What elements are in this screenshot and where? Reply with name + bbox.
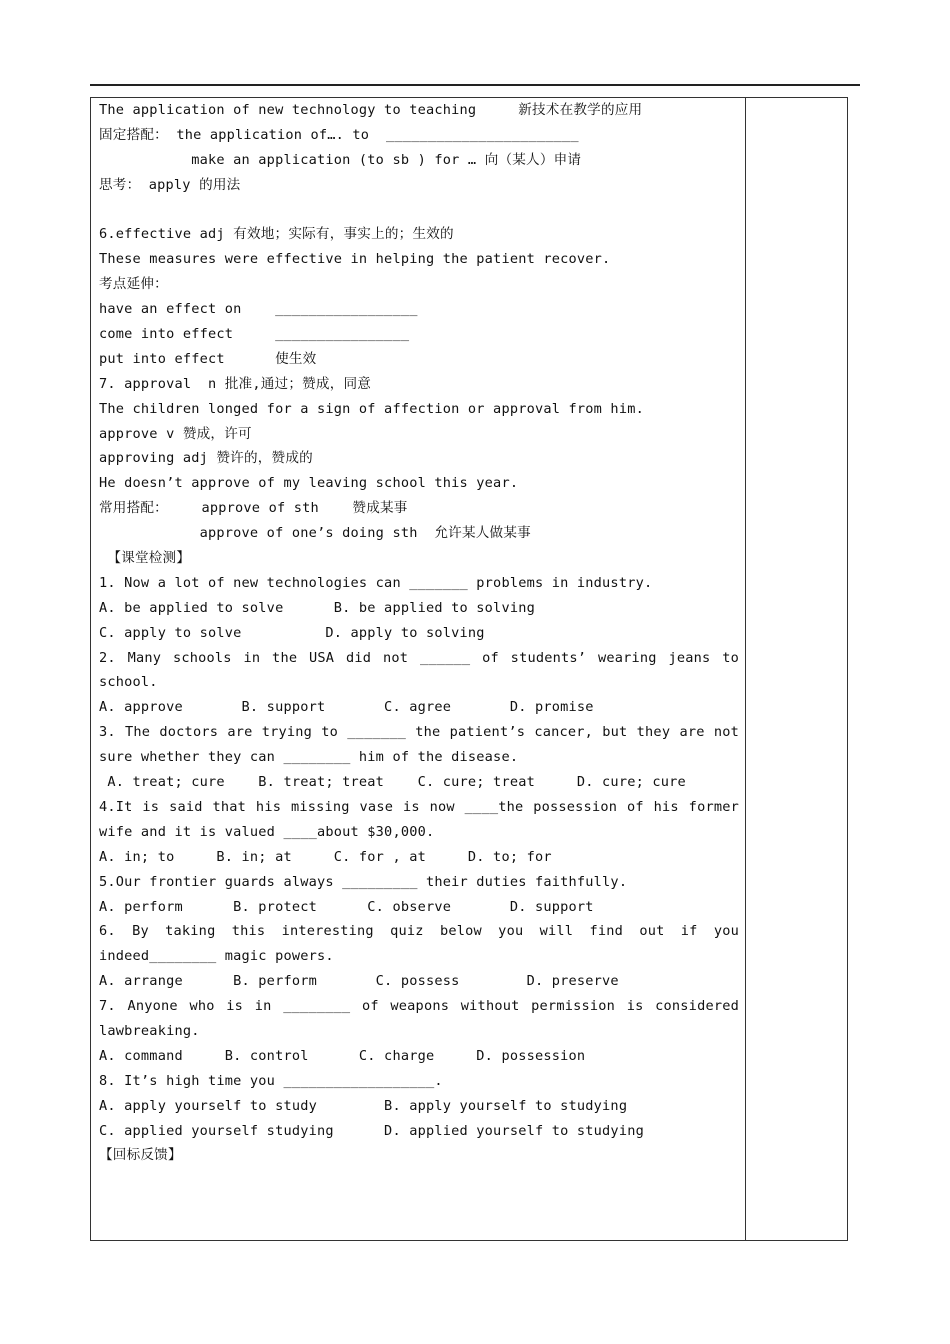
question-line: sure whether they can ________ him of the disease. (99, 749, 519, 766)
text-line: These measures were effective in helping the patient recover. (99, 251, 611, 268)
text-line: come into effect ________________ (99, 326, 410, 343)
text-line: 6.effective adj 有效地；实际有，事实上的；生效的 (99, 226, 454, 243)
text-line: 常用搭配： approve of sth 赞成某事 (99, 500, 408, 517)
option-line: C. applied yourself studying D. applied yourself to studying (99, 1122, 644, 1139)
option-line: A. treat; cure B. treat; treat C. cure; treat D. cure; cure (99, 774, 686, 791)
question-line: school. (99, 674, 158, 691)
text-line: The children longed for a sign of affection or approval from him. (99, 400, 644, 417)
question-line: 5.Our frontier guards always _________ their duties faithfully. (99, 873, 628, 890)
text-line: The application of new technology to teaching 新技术在教学的应用 (99, 102, 643, 118)
option-line: A. perform B. protect C. observe D. support (99, 898, 594, 915)
question-line: 3. The doctors are trying to _______ the patient’s cancer, but they are not (99, 724, 739, 741)
text-line: 固定搭配： the application of…. to _______________________ (99, 126, 579, 143)
text-line: have an effect on _________________ (99, 301, 418, 318)
question-line: 1. Now a lot of new technologies can _______ problems in industry. (99, 574, 653, 591)
option-line: A. approve B. support C. agree D. promise (99, 699, 594, 716)
question-line: 4.It is said that his missing vase is now ____the possession of his former (99, 798, 739, 815)
option-line: A. command B. control C. charge D. possession (99, 1047, 586, 1064)
question-line: wife and it is valued ____about $30,000. (99, 823, 435, 840)
text-line: approve v 赞成，许可 (99, 425, 252, 442)
blank-line (99, 198, 739, 223)
text-line: approving adj 赞许的，赞成的 (99, 450, 313, 467)
question-line: indeed________ magic powers. (99, 948, 334, 965)
option-line: A. be applied to solve B. be applied to solving (99, 599, 535, 616)
text-line: 7. approval n 批准,通过；赞成，同意 (99, 375, 372, 392)
column-divider (745, 97, 746, 1241)
text-line: put into effect 使生效 (99, 350, 317, 367)
option-line: A. apply yourself to study B. apply yourself to studying (99, 1097, 628, 1114)
question-line: 8. It’s high time you __________________. (99, 1072, 443, 1089)
option-line: A. in; to B. in; at C. for , at D. to; for (99, 848, 552, 865)
section-heading: 【回标反馈】 (99, 1147, 182, 1164)
option-line: C. apply to solve D. apply to solving (99, 624, 485, 641)
option-line: A. arrange B. perform C. possess D. preserve (99, 973, 619, 990)
question-line: 2. Many schools in the USA did not ______ of students’ wearing jeans to (99, 649, 739, 666)
text-line: make an application (to sb ) for … 向（某人）申请 (99, 151, 582, 168)
question-line: 7. Anyone who is in ________ of weapons without permission is considered (99, 998, 739, 1015)
header-rule (90, 84, 860, 86)
question-line: 6. By taking this interesting quiz below you will find out if you (99, 923, 739, 940)
text-line: He doesn’t approve of my leaving school this year. (99, 475, 519, 492)
text-line: 考点延伸： (99, 276, 168, 293)
text-line: approve of one’s doing sth 允许某人做某事 (99, 525, 531, 542)
text-line: 思考： apply 的用法 (99, 176, 241, 193)
section-heading: 【课堂检测】 (99, 550, 191, 567)
table-main-cell (99, 98, 739, 1168)
question-line: lawbreaking. (99, 1022, 200, 1039)
